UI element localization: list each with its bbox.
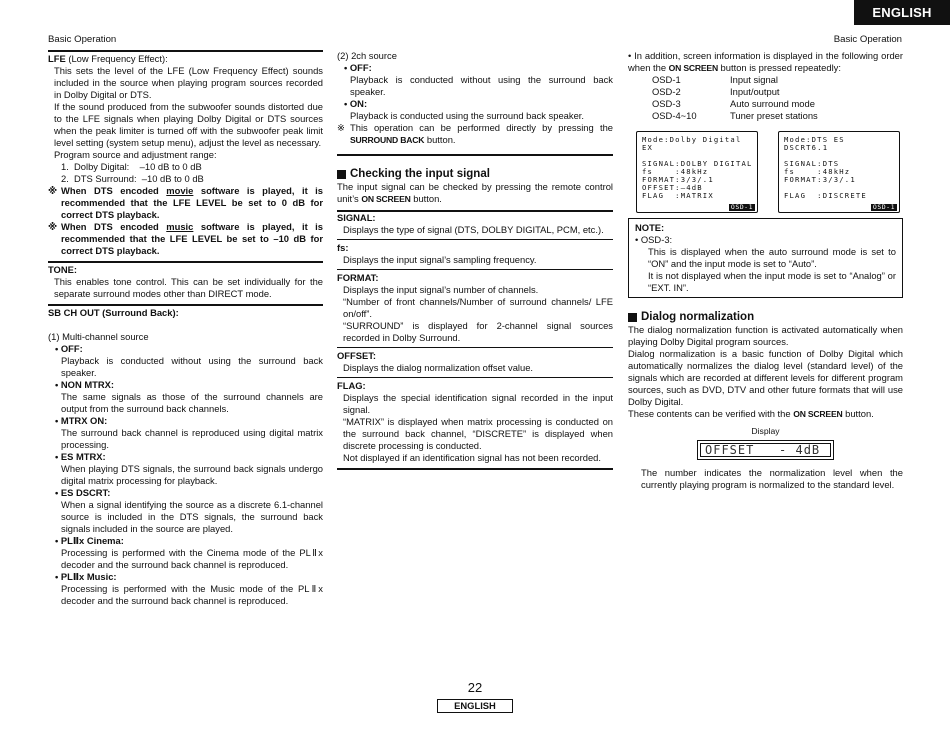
signal-heading: SIGNAL: [337, 212, 376, 223]
note1-text-b: software is played, it is recommended that the LFE LEVEL be set to 0 dB for correct DTS playback. [61, 185, 323, 220]
item-label: • PLⅡx Cinema: [55, 535, 124, 546]
note2-text-a: When DTS encoded [61, 221, 167, 232]
surround-back-button-label: SURROUND BACK [350, 135, 425, 145]
item-label: • ES MTRX: [55, 451, 106, 462]
item-label: • MTRX ON: [55, 415, 108, 426]
display-panel [697, 440, 834, 460]
flag-text-3: Not displayed if an identification signal has not been recorded. [343, 452, 601, 463]
fs-text: Displays the input signal’s sampling frequency. [343, 254, 537, 265]
item-text: When playing DTS signals, the surround back signals undergo digital matrix processing for playback. [61, 463, 323, 486]
note1-text-a: When DTS encoded [61, 185, 167, 196]
lcd-line: FORMAT:3/3/.1 [784, 175, 856, 184]
lcd-line: FLAG :DISCRETE [784, 191, 867, 200]
lcd-line: OFFSET:–4dB [642, 183, 703, 192]
lfe-paragraph-1: This sets the level of the LFE (Low Frequency Effect) sounds included in the source when playing program sources recorded in Dolby Digital or DTS. [54, 65, 323, 100]
checking-intro: The input signal can be checked by pressing the remote control unit’s ON SCREEN button. [337, 181, 613, 204]
page-number: 22 [467, 680, 483, 695]
format-text-1: Displays the input signal’s number of channels. [343, 284, 539, 295]
column-1 [48, 50, 323, 607]
lfe-term-rest: (Low Frequency Effect): [65, 53, 168, 64]
note-mark-icon: ※ [48, 185, 58, 196]
dts-music-note [48, 221, 323, 257]
section-rule [337, 468, 613, 470]
op-note-text-a: This operation can be performed directly by pressing the [350, 122, 613, 133]
display-readout: OFFSET - 4dB [700, 443, 831, 457]
header-right: Basic Operation [833, 34, 902, 45]
on-screen-button-label: ON SCREEN [668, 63, 718, 73]
section-rule [48, 304, 323, 306]
lcd-mode: Mode:DTS ES DSCRT6.1 [784, 135, 845, 152]
section-rule [48, 50, 323, 52]
section-rule [48, 261, 323, 263]
lfe-paragraph-2: If the sound produced from the subwoofer sounds distorted due to the LFE signals when playing Dolby Digital or DTS sources when the peak limiter is turned off with the subwoofer peak limit level setting (system setup menu), adjust the level as necessary. [54, 101, 323, 148]
osd-screen-dolby [636, 131, 758, 213]
item-text: Processing is performed with the Cinema mode of the PLⅡx decoder and the surround back channel is reproduced. [61, 547, 323, 570]
item-label: • ES DSCRT: [55, 487, 111, 498]
operation-note [337, 122, 613, 146]
osd-value: Tuner preset stations [730, 110, 818, 121]
tone-paragraph: This enables tone control. This can be set individually for the separate surround modes other than DIRECT mode. [54, 276, 323, 299]
format-heading: FORMAT: [337, 272, 379, 283]
footer-language: ENGLISH [437, 699, 513, 713]
osd-key: OSD-4~10 [652, 110, 697, 121]
sub-rule [337, 269, 613, 270]
item-label: • OFF: [55, 343, 83, 354]
op-note-text-b: button. [424, 134, 456, 145]
sub-rule [337, 347, 613, 348]
offset-text: Displays the dialog normalization offset value. [343, 362, 534, 373]
note-mark-icon: ※ [48, 221, 58, 232]
dts-movie-note [48, 185, 323, 221]
dialog-text-2: Dialog normalization is a basic function of Dolby Digital which automatically normalizes the dialog level (standard level) of the signals which are recorded at different levels for different program sources, such as DVD, DTV and other future formats that will use Dolby Digital. [628, 348, 903, 407]
format-text-3: “SURROUND” is displayed for 2-channel signal sources recorded in Dolby Surround. [343, 320, 613, 343]
item-text: The surround back channel is reproduced using digital matrix processing. [61, 427, 323, 450]
osd-key: OSD-2 [652, 86, 681, 97]
list-item [48, 415, 323, 451]
column-2 [337, 50, 613, 470]
sub-rule [337, 377, 613, 378]
on-screen-button-label: ON SCREEN [361, 194, 411, 204]
note-heading: NOTE: [635, 222, 665, 233]
header-left: Basic Operation [48, 34, 117, 45]
tone-heading: TONE: [48, 264, 77, 275]
list-item [48, 343, 323, 379]
on-label: • ON: [344, 98, 368, 109]
lfe-heading [48, 53, 323, 65]
item-text: Processing is performed with the Music mode of the PLⅡx decoder and the surround back channel is reproduced. [61, 583, 323, 606]
list-item [48, 379, 323, 415]
display-label: Display [751, 426, 780, 436]
lcd-line: SIGNAL:DOLBY DIGITAL [642, 159, 753, 168]
square-bullet-icon [337, 170, 346, 179]
osd-screen-dts [778, 131, 900, 213]
twoch-title: (2) 2ch source [337, 50, 397, 61]
list-item [48, 535, 323, 571]
column-3 [628, 50, 903, 491]
note2-underlined: music [166, 221, 194, 232]
lfe-range-2: 2. DTS Surround: –10 dB to 0 dB [61, 173, 204, 184]
sb-item-list [48, 343, 323, 607]
flag-heading: FLAG: [337, 380, 366, 391]
dialog-text-3: These contents can be verified with the ON SCREEN button. [628, 408, 874, 419]
note-box [628, 218, 903, 298]
section-rule [337, 154, 613, 156]
item-label: • PLⅡx Music: [55, 571, 117, 582]
section-title-text: Checking the input signal [350, 168, 490, 180]
checking-input-title [337, 167, 613, 181]
item-text: The same signals as those of the surround channels are output from the surround back channels. [61, 391, 323, 414]
note2-text-b: software is played, it is recommended that the LFE LEVEL be set to –10 dB for correct DTS playback. [61, 221, 323, 256]
list-item [628, 74, 903, 86]
lfe-range-title: Program source and adjustment range: [54, 149, 217, 160]
list-item [48, 487, 323, 535]
lfe-term: LFE [48, 53, 66, 64]
list-item [628, 98, 903, 110]
item-text: Playback is conducted without using the surround back speaker. [61, 355, 323, 378]
list-item [48, 451, 323, 487]
dialog-text-1: The dialog normalization function is activated automatically when playing Dolby Digital program sources. [628, 324, 903, 347]
list-item [48, 571, 323, 607]
note-text-1: This is displayed when the auto surround mode is set to “ON” and the input mode is set to “Auto”. [648, 246, 896, 269]
item-label: • NON MTRX: [55, 379, 115, 390]
list-item [628, 110, 903, 122]
sbch-heading [48, 307, 323, 319]
on-screen-button-label: ON SCREEN [793, 409, 843, 419]
lfe-range-1: 1. Dolby Digital: –10 dB to 0 dB [61, 161, 202, 172]
lcd-mode: Mode:Dolby Digital EX [642, 135, 742, 152]
lcd-line: FORMAT:3/3/.1 [642, 175, 714, 184]
signal-text: Displays the type of signal (DTS, DOLBY DIGITAL, PCM, etc.). [343, 224, 604, 235]
section-title-text: Dialog normalization [641, 311, 755, 323]
list-item [628, 86, 903, 98]
sub-rule [337, 239, 613, 240]
fs-heading: fs: [337, 242, 349, 253]
square-bullet-icon [628, 313, 637, 322]
osd-tag: OSD-1 [872, 203, 895, 211]
offset-heading: OFFSET: [337, 350, 377, 361]
multi-channel-title: (1) Multi-channel source [48, 331, 149, 342]
screen-info: • In addition, screen information is displayed in the following order when the ON SCREEN button is pressed repeatedly: [628, 50, 903, 73]
note-item: • OSD-3: [635, 234, 673, 245]
osd-key: OSD-1 [652, 74, 681, 85]
lcd-line: FLAG :MATRIX [642, 191, 714, 200]
flag-text-1: Displays the special identification signal recorded in the input signal. [343, 392, 613, 415]
osd-tag: OSD-1 [730, 203, 753, 211]
note-mark-icon: ※ [337, 122, 345, 133]
lcd-line: fs :48kHz [784, 167, 851, 176]
lcd-line: SIGNAL:DTS [784, 159, 840, 168]
osd-value: Auto surround mode [730, 98, 815, 109]
osd-value: Input/output [730, 86, 780, 97]
note1-underlined: movie [166, 185, 194, 196]
normalization-note: The number indicates the normalization level when the currently playing program is normalized to the standard level. [641, 467, 903, 490]
osd-key: OSD-3 [652, 98, 681, 109]
flag-text-2: “MATRIX” is displayed when matrix processing is conducted on the surround back channel, “DISCRETE” is displayed when discrete processing is conducted. [343, 416, 613, 451]
osd-list [628, 74, 903, 122]
note-text-2: It is not displayed when the input mode is set to “Analog” or “EXT. IN”. [648, 270, 896, 293]
sbch-term: SB CH OUT [48, 307, 100, 318]
format-text-2: “Number of front channels/Number of surround channels/ LFE on/off”. [343, 296, 613, 319]
on-text: Playback is conducted using the surround back speaker. [350, 110, 584, 121]
lcd-examples [628, 131, 903, 213]
lcd-line: fs :48kHz [642, 167, 709, 176]
dialog-normalization-title [628, 310, 903, 324]
osd-value: Input signal [730, 74, 778, 85]
language-tab: ENGLISH [854, 0, 950, 25]
sbch-term-rest: (Surround Back): [99, 307, 179, 318]
item-text: When a signal identifying the source as a discrete 6.1-channel source is included in the DTS signals, the surround back signals included in the source are played. [61, 499, 323, 534]
off-text: Playback is conducted without using the surround back speaker. [350, 74, 613, 97]
off-label: • OFF: [344, 62, 372, 73]
